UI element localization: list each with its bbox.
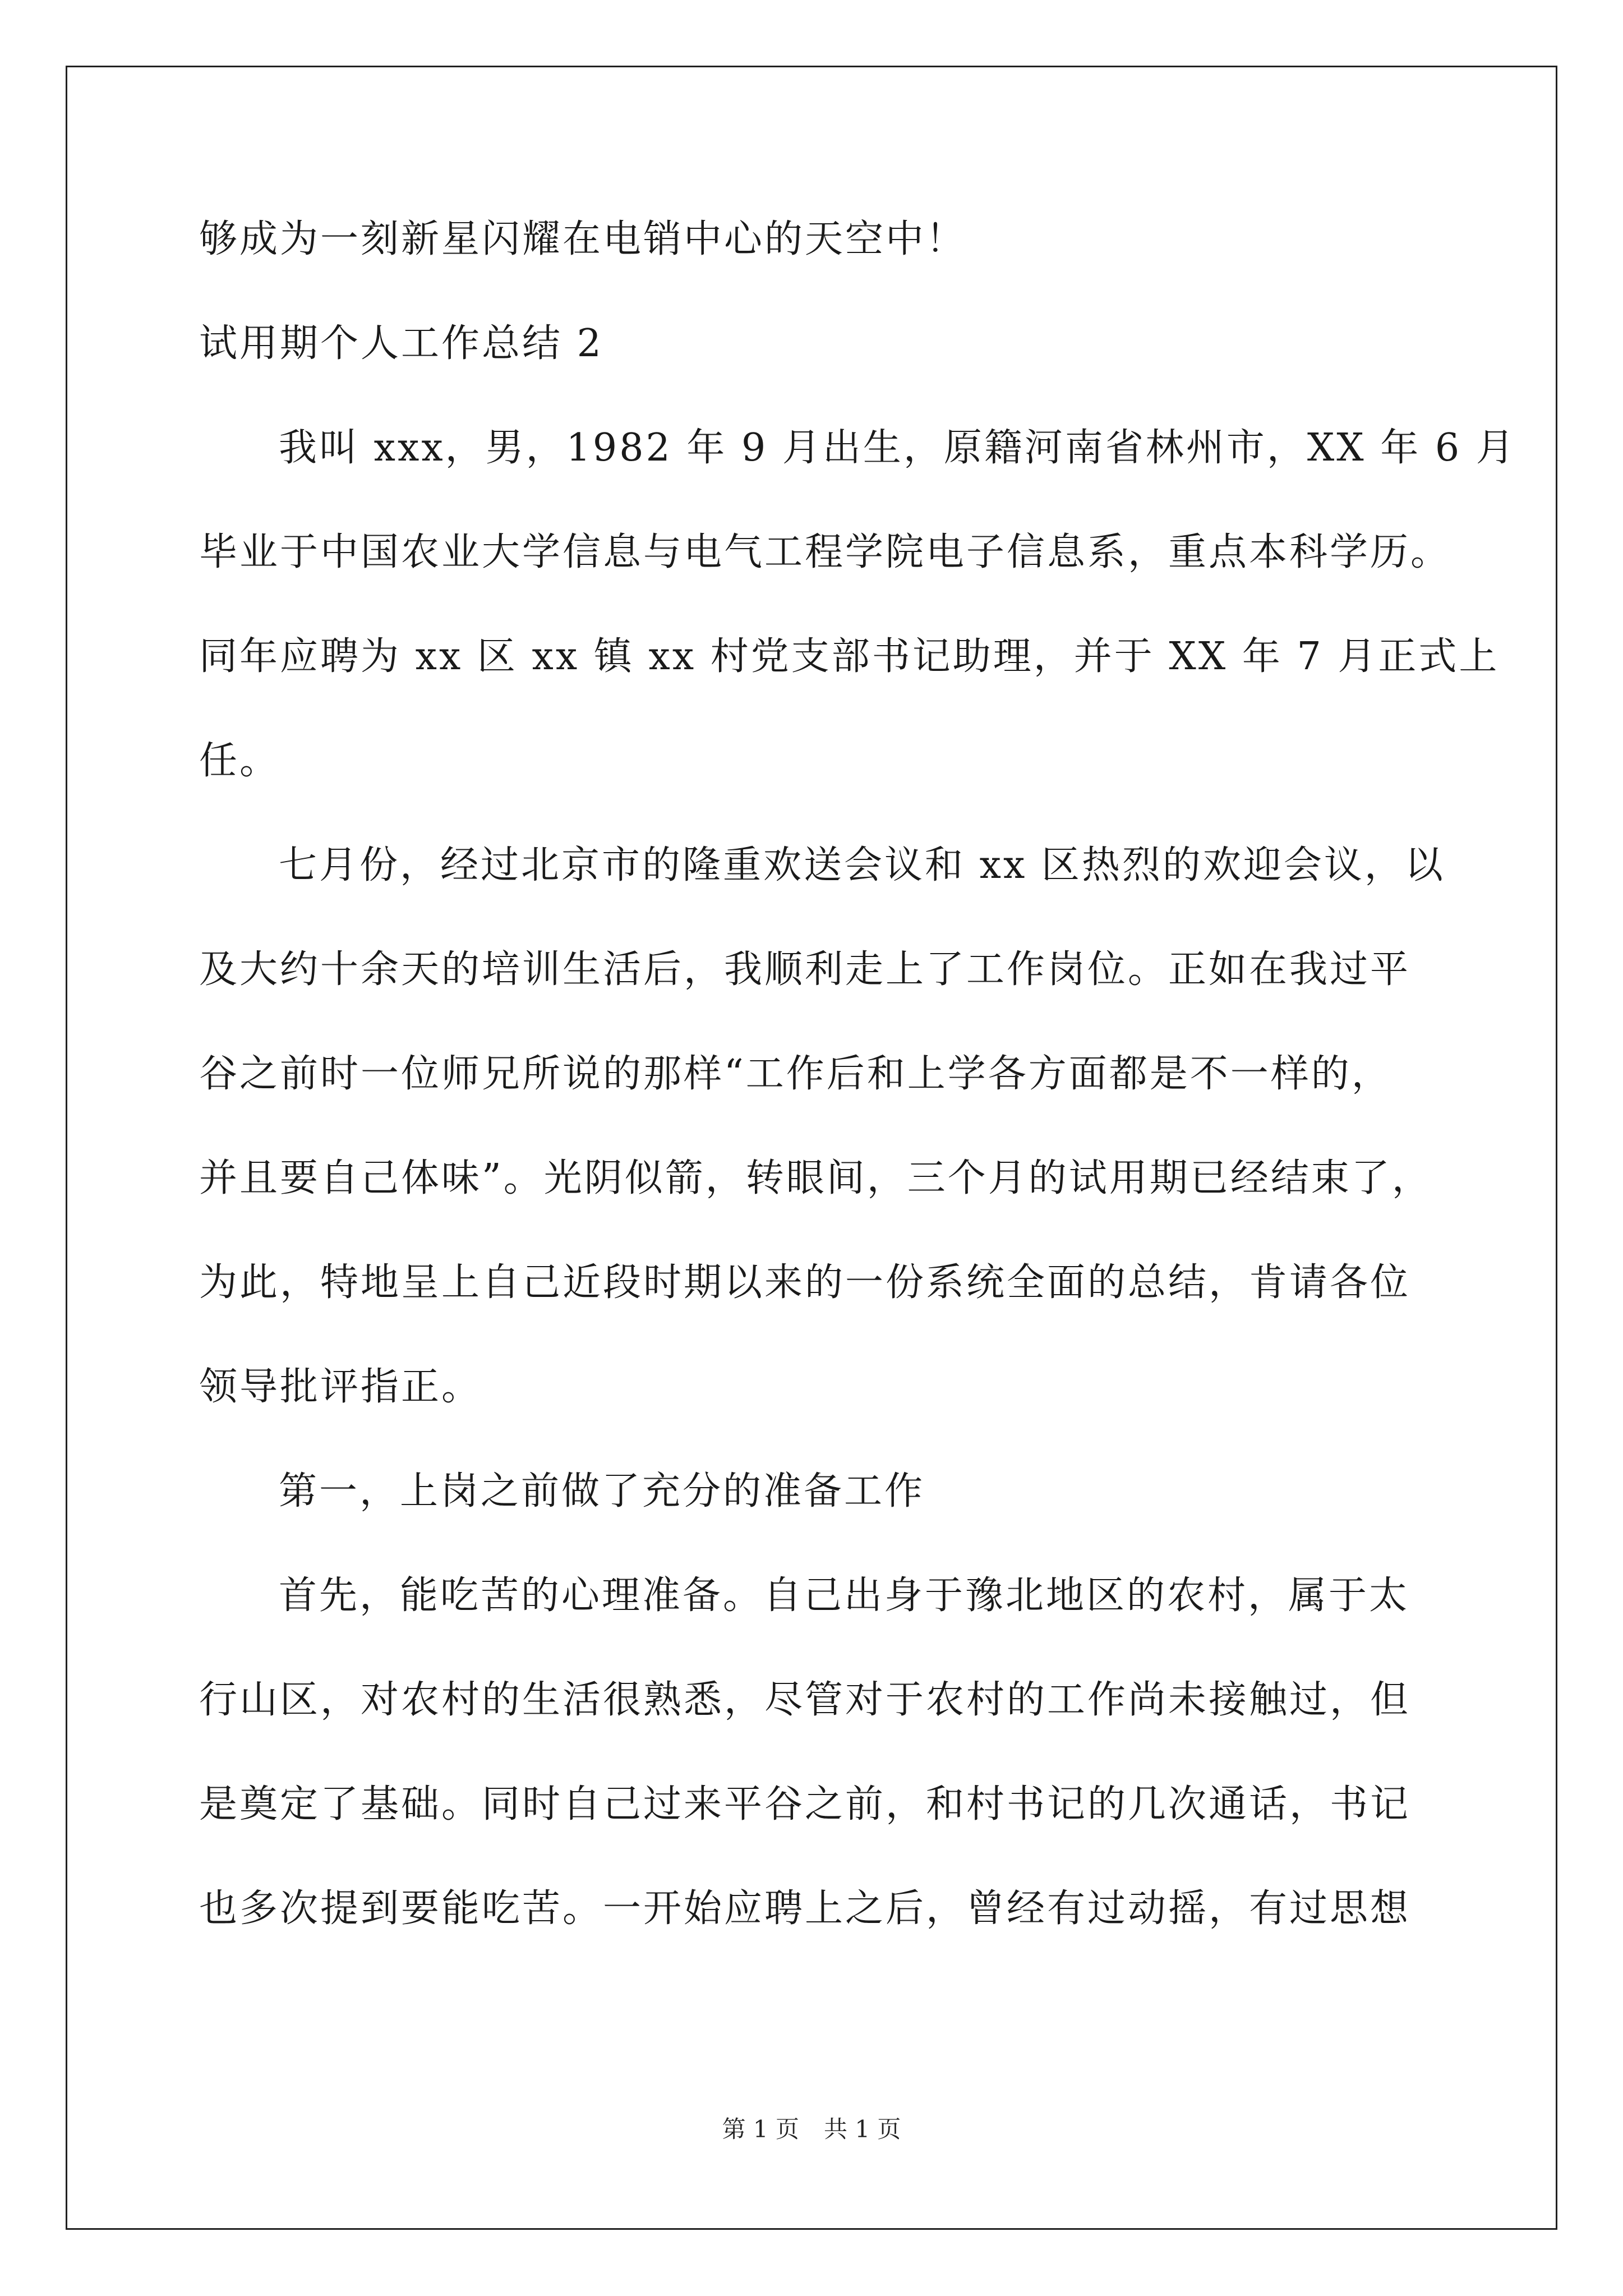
page-number: 第 1 页 <box>722 2115 799 2143</box>
text-line-3: 我叫 xxx，男，1982 年 9 月出生，原籍河南省林州市，XX 年 6 月 <box>279 426 1516 470</box>
text-line-7: 七月份，经过北京市的隆重欢送会议和 xx 区热烈的欢迎会议，以 <box>279 843 1445 887</box>
section-heading: 试用期个人工作总结 2 <box>199 321 603 366</box>
text-line-5: 同年应聘为 xx 区 xx 镇 xx 村党支部书记助理，并于 XX 年 7 月正式上 <box>199 634 1500 679</box>
text-line-17: 也多次提到要能吃苦。一开始应聘上之后，曾经有过动摇，有过思想 <box>199 1887 1411 1931</box>
page-footer <box>0 2114 1623 2145</box>
page-total: 共 1 页 <box>824 2115 901 2143</box>
text-line-1: 够成为一刻新星闪耀在电销中心的天空中！ <box>199 217 967 261</box>
document-body <box>199 213 1516 1987</box>
text-line-9: 谷之前时一位师兄所说的那样“工作后和上学各方面都是不一样的， <box>199 1052 1392 1096</box>
text-line-8: 及大约十余天的培训生活后，我顺利走上了工作岗位。正如在我过平 <box>199 947 1411 992</box>
text-line-15: 行山区，对农村的生活很熟悉，尽管对于农村的工作尚未接触过，但 <box>199 1678 1411 1722</box>
text-line-16: 是奠定了基础。同时自己过来平谷之前，和村书记的几次通话，书记 <box>199 1782 1411 1826</box>
text-line-14: 首先，能吃苦的心理准备。自己出身于豫北地区的农村，属于太 <box>279 1573 1410 1618</box>
text-line-4: 毕业于中国农业大学信息与电气工程学院电子信息系，重点本科学历。 <box>199 530 1451 574</box>
text-line-12: 领导批评指正。 <box>199 1365 482 1409</box>
text-line-6: 任。 <box>199 739 280 783</box>
subheading-line: 第一，上岗之前做了充分的准备工作 <box>279 1469 925 1513</box>
text-line-10: 并且要自己体味”。光阴似箭，转眼间，三个月的试用期已经结束了， <box>199 1156 1432 1200</box>
text-line-11: 为此，特地呈上自己近段时期以来的一份系统全面的总结，肯请各位 <box>199 1260 1411 1305</box>
